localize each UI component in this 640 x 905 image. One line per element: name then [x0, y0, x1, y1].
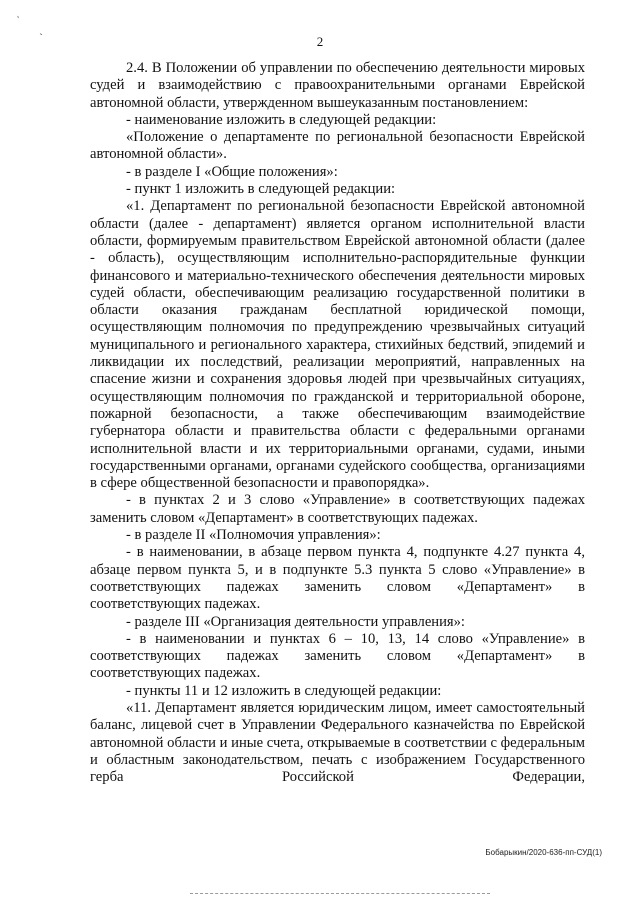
document-body	[90, 60, 585, 786]
paragraph: - в разделе II «Полномочия управления»:	[126, 527, 381, 544]
paragraph: - в пунктах 2 и 3 слово «Управление» в соответствующих падежах заменить словом «Департамент» в соответствующих падежах.	[90, 492, 585, 526]
paragraph: «11. Департамент является юридическим лицом, имеет самостоятельный баланс, лицевой счет в Управлении Федерального казначейства по Еврейской автономной области и иные счета, открываемые в соответствии с федеральным и областным законодательством, печать с изображением Государственного герба Российской Федерации,	[90, 699, 585, 786]
scan-speck-mark: ˋ	[11, 15, 21, 27]
paragraph: - пункты 11 и 12 изложить в следующей редакции:	[126, 682, 442, 699]
paragraph: - разделе III «Организация деятельности управления»:	[126, 613, 465, 630]
paragraph: - в наименовании и пунктах 6 – 10, 13, 14 слово «Управление» в соответствующих падежах заменить словом «Департамент» в соответствующих падежах.	[90, 630, 585, 682]
paragraph: - наименование изложить в следующей редакции:	[126, 111, 437, 128]
scan-speck-mark: ˎ	[36, 25, 45, 37]
paragraph: 2.4. В Положении об управлении по обеспечению деятельности мировых судей и взаимодействию с правоохранительными органами Еврейской автономной области, утвержденном вышеуказанным постановлением:	[90, 60, 585, 111]
page-bottom-rule	[190, 893, 490, 894]
paragraph: - пункт 1 изложить в следующей редакции:	[126, 181, 396, 198]
paragraph: - в разделе I «Общие положения»:	[126, 163, 338, 180]
document-reference: Бобарыкин/2020-636-пп-СУД(1)	[485, 848, 602, 857]
paragraph: «1. Департамент по региональной безопасности Еврейской автономной области (далее - департамент) является органом исполнительной власти области, формируемым правительством Еврейской автономной области (далее - область), осуществляющим исполнительно-распорядительные функции финансового и материально-технического обеспечения деятельности мировых судей области, обеспечивающим реализацию государственной политики в области оказания гражданам бесплатной юридической помощи, осуществляющим полномочия по предупреждению чрезвычайных ситуаций муниципального и регионального характера, стихийных бедствий, эпидемий и ликвидации их последствий, реализации мероприятий, направленных на спасение жизни и сохранения здоровья людей при чрезвычайных ситуациях, осуществляющим полномочия по гражданской и территориальной обороне, пожарной безопасности, а также обеспечивающим взаимодействие губернатора области и правительства области с федеральными органами исполнительной власти и их территориальными органами, судами, иными государственными органами, органами судейского сообщества, организациями в сфере общественной безопасности и правопорядка».	[90, 198, 585, 492]
paragraph: - в наименовании, в абзаце первом пункта 4, подпункте 4.27 пункта 4, абзаце первом пункта 5, и в подпункте 5.3 пункта 5 слово «Управление» в соответствующих падежах заменить словом «Департамент» в соответствующих падежах.	[90, 544, 585, 613]
paragraph: «Положение о департаменте по региональной безопасности Еврейской автономной области».	[90, 129, 585, 163]
page-number: 2	[316, 34, 324, 49]
